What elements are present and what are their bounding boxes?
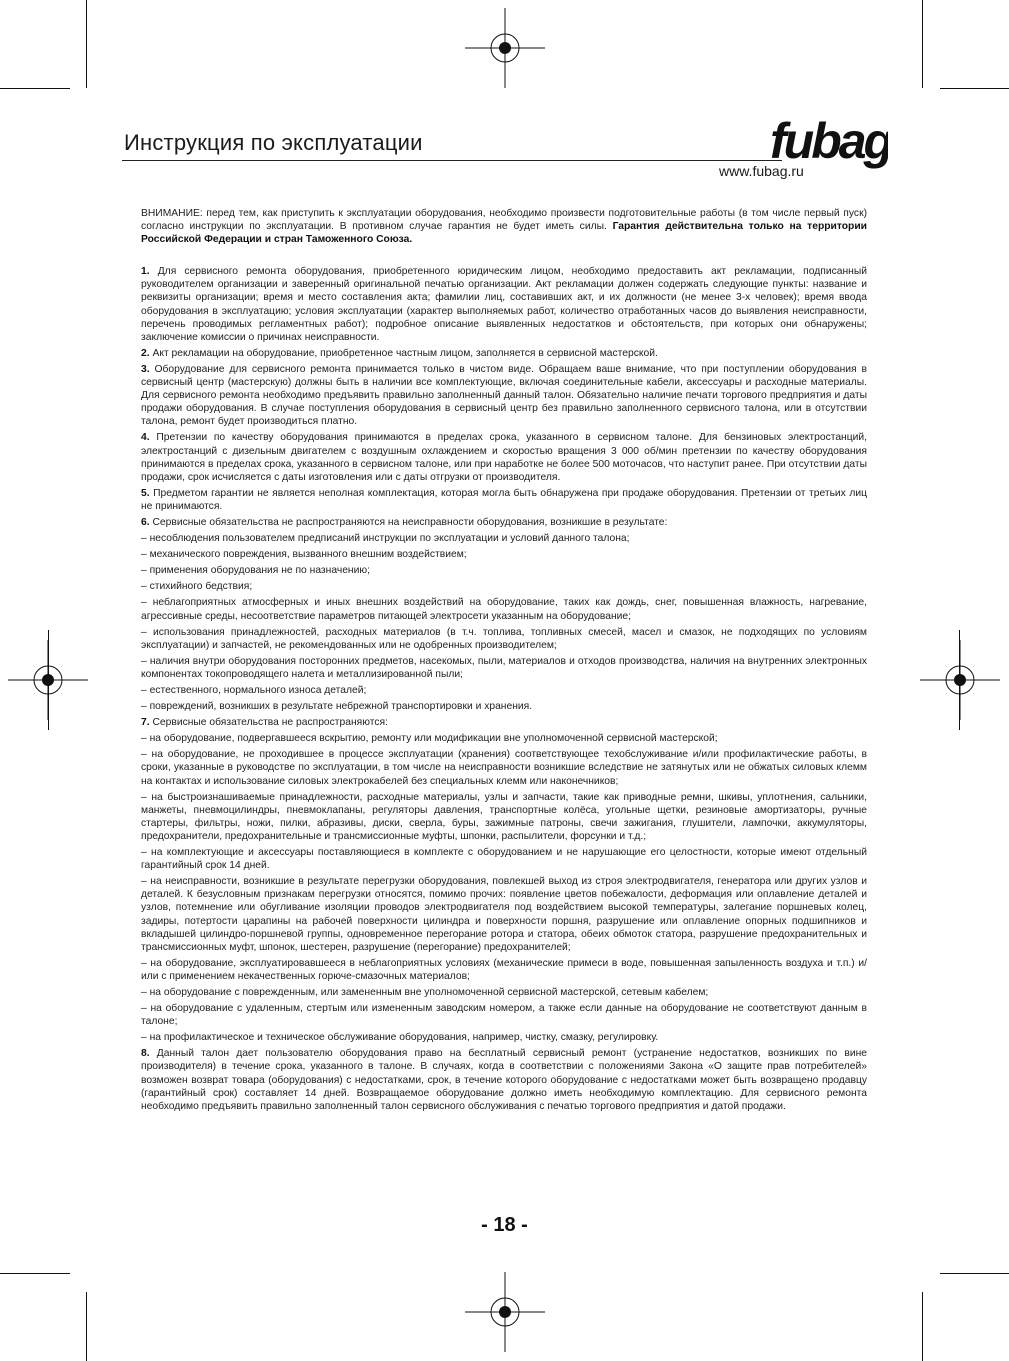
- list-item: [141, 532, 867, 545]
- paragraph-number: 6.: [141, 516, 150, 528]
- crop-mark-top-right-h: [940, 88, 1009, 89]
- registration-mark-bottom-icon: [465, 1272, 545, 1352]
- list-item: [141, 986, 867, 999]
- crop-mark-top-left-v: [86, 0, 87, 88]
- list-item: [141, 846, 867, 872]
- website-url: www.fubag.ru: [719, 163, 804, 179]
- paragraph-text: Сервисные обязательства не распространяются:: [149, 717, 388, 729]
- paragraph-number: 7.: [141, 717, 150, 729]
- list-item: [141, 655, 867, 681]
- warranty-conditions-list: [141, 265, 867, 1113]
- paragraph-text: Акт рекламации на оборудование, приобретенное частным лицом, заполняется в сервисной мастерской.: [149, 347, 658, 359]
- numbered-paragraph: [141, 347, 867, 360]
- numbered-paragraph: [141, 487, 867, 513]
- paragraph-text: – естественного, нормального износа деталей;: [141, 685, 367, 696]
- list-item: [141, 564, 867, 577]
- crop-mark-top-right-v: [922, 0, 923, 88]
- paragraph-number: 1.: [141, 266, 150, 278]
- paragraph-text: – на оборудование с поврежденным, или замененным вне уполномоченной сервисной мастерской, сетевым кабелем;: [141, 986, 709, 998]
- paragraph-number: 5.: [141, 487, 150, 499]
- paragraph-text: – наличия внутри оборудования посторонних предметов, насекомых, пыли, материалов и отходов производства, наличия на внутренних электронных компонентах токопроводящего налета и металлизированной пыли;: [141, 655, 867, 680]
- list-item: [141, 684, 867, 697]
- header-divider: [122, 160, 782, 161]
- registration-mark-left-icon: [8, 640, 88, 720]
- list-item: [141, 596, 867, 622]
- crop-mark-bottom-left-h: [0, 1273, 70, 1274]
- paragraph-text: – на оборудование с удаленным, стертым или измененным заводским номером, а также если данные на оборудование не соответствуют данным в талоне;: [141, 1003, 867, 1028]
- list-item: [141, 875, 867, 954]
- crop-mark-top-left-h: [0, 88, 70, 89]
- paragraph-text: – несоблюдения пользователем предписаний инструкции по эксплуатации и условий данного талона;: [141, 533, 630, 545]
- list-item: [141, 700, 867, 713]
- warning-text: ВНИМАНИЕ: перед тем, как приступить к эксплуатации оборудования, необходимо произвести подготовительные работы (в том числе первый пуск) согласно инструкции по эксплуатации. В противном случае гарантия не будет иметь силы.: [141, 208, 867, 233]
- crop-mark-bottom-right-h: [940, 1273, 1009, 1274]
- document-body: [141, 207, 867, 1116]
- paragraph-number: 2.: [141, 347, 150, 359]
- numbered-paragraph: [141, 716, 867, 729]
- paragraph-text: – на оборудование, подвергавшееся вскрытию, ремонту или модификации вне уполномоченной сервисной мастерской;: [141, 733, 718, 745]
- paragraph-text: – на оборудование, не проходившее в процессе эксплуатации (хранения) соответствующее техобслуживание и/или профилактические работы, в сроки, указанные в руководстве по эксплуатации, в том числе на неисправности возникшие вследствие не затянутых или не обжатых силовых клемм на контактах и использование силовых электрокабелей без специальных клемм или наконечников;: [141, 749, 867, 787]
- paragraph-text: – механического повреждения, вызванного внешним воздействием;: [141, 549, 467, 561]
- registration-mark-right-icon: [920, 640, 1000, 720]
- numbered-paragraph: [141, 431, 867, 483]
- paragraph-text: Претензии по качеству оборудования принимаются в пределах срока, указанного в сервисном талоне. Для бензиновых электростанций, электростанций с дизельным двигателем с воздушным охлаждением и скоростью вращения 3 000 об/мин претензии по качеству оборудования принимаются в пределах срока, указанного в сервисном талоне, или при наработке не более 500 моточасов, что наступит ранее. При отсутствии даты продажи, срок исчисляется с даты изготовления или с даты отгрузки от производителя.: [141, 432, 867, 483]
- page-number: - 18 -: [481, 1214, 528, 1236]
- logo-text: fubag: [770, 113, 888, 169]
- registration-mark-top-icon: [465, 8, 545, 88]
- paragraph-text: Данный талон дает пользователю оборудования право на бесплатный сервисный ремонт (устранение недостатков, возникших по вине производителя) в течение срока, указанного в талоне. В случаях, когда в соответствии с положениями Закона «О защите прав потребителей» возможен возврат товара (оборудования) с недостатками, срок, в течение которого оборудование с недостатками может быть возвращено продавцу (гарантийный срок) составляет 14 дней. Возвращаемое оборудование должно иметь необходимую комплектацию. Для сервисного ремонта необходимо предъявить правильно заполненный талон сервисного обслуживания с печатью торгового предприятия и датой продажи.: [141, 1048, 867, 1112]
- numbered-paragraph: [141, 1047, 867, 1112]
- paragraph-number: 4.: [141, 432, 150, 444]
- paragraph-text: Сервисные обязательства не распространяются на неисправности оборудования, возникшие в результате:: [149, 516, 668, 528]
- numbered-paragraph: [141, 265, 867, 344]
- paragraph-text: Для сервисного ремонта оборудования, приобретенного юридическим лицом, необходимо предоставить акт рекламации, подписанный руководителем организации и заверенный оригинальной печатью организации. Акт рекламации должен содержать следующие пункты: название и реквизиты организации; время и место составления акта; фамилии лиц, составивших акт, и их должности (не менее 3-х человек); время ввода оборудования в эксплуатацию; условия эксплуатации (характер выполняемых работ, количество отработанных часов до выявления неисправности, перечень проводимых регламентных работ); подробное описание выявленных недостатков и обстоятельств, при которых они обнаружены; заключение комиссии о причинах неисправности.: [141, 266, 867, 343]
- paragraph-text: – на профилактическое и техническое обслуживание оборудования, например, чистку, смазку, регулировку.: [141, 1032, 659, 1044]
- paragraph-text: – использования принадлежностей, расходных материалов (в т.ч. топлива, топливных смесей, масел и смазок, не подходящих по условиям эксплуатации) и запчастей, не рекомендованных или не одобренных производителем;: [141, 626, 867, 651]
- list-item: [141, 748, 867, 787]
- list-item: [141, 1031, 867, 1044]
- list-item: [141, 957, 867, 983]
- paragraph-number: 8.: [141, 1048, 150, 1060]
- paragraph-text: – неблагоприятных атмосферных и иных внешних воздействий на оборудование, таких как дождь, снег, повышенная влажность, нагревание, агрессивные среды, несоответствие параметров питающей электросети указанным на оборудование;: [141, 597, 867, 622]
- warning-paragraph: [141, 207, 867, 246]
- paragraph-text: – повреждений, возникших в результате небрежной транспортировки и хранения.: [141, 701, 533, 713]
- warning-bold-text: Гарантия действительна только на территории Российской Федерации и стран Таможенного Союза.: [141, 221, 867, 246]
- page-title: Инструкция по эксплуатации: [124, 130, 423, 155]
- paragraph-text: – на оборудование, эксплуатировавшееся в неблагоприятных условиях (механические примеси в воде, повышенная запыленность воздуха и т.п.) и/или с применением некачественных горюче-смазочных материалов;: [141, 957, 867, 982]
- list-item: [141, 626, 867, 652]
- paragraph-text: – на быстроизнашиваемые принадлежности, расходные материалы, узлы и запчасти, такие как приводные ремни, шкивы, уплотнения, сальники, манжеты, пневмоцилиндры, пневмоклапаны, регуляторы давления, транспортные колёса, угольные щетки, резиновые амортизаторы, ручные стартеры, фильтры, ножи, пилки, абразивы, диски, сверла, буры, зажимные патроны, свечи зажигания, глушители, лампочки, аккумуляторы, предохранители, предохранительные и трансмиссионные муфты, шпонки, распылители, форсунки и т.д.;: [141, 791, 867, 842]
- paragraph-text: – применения оборудования не по назначению;: [141, 565, 370, 577]
- list-item: [141, 580, 867, 593]
- paragraph-text: Оборудование для сервисного ремонта принимается только в чистом виде. Обращаем ваше внимание, что при поступлении оборудования в сервисный центр (мастерскую) должны быть в наличии все комплектующие, включая соединительные кабели, аксессуары и расходные материалы. Для сервисного ремонта необходимо предъявить правильно заполненный данный талон. Обязательно наличие печати торгового предприятия и даты продажи оборудования. В случае поступления оборудования в сервисный центр без правильно заполненного сервисного талона, или в отсутствии талона, ремонт будет производиться платно.: [141, 363, 867, 428]
- numbered-paragraph: [141, 516, 867, 529]
- list-item: [141, 732, 867, 745]
- list-item: [141, 548, 867, 561]
- paragraph-text: – на комплектующие и аксессуары поставляющиеся в комплекте с оборудованием и не нарушающие его целостности, которые имеют отдельный гарантийный срок 14 дней.: [141, 847, 867, 872]
- numbered-paragraph: [141, 363, 867, 428]
- list-item: [141, 791, 867, 843]
- list-item: [141, 1002, 867, 1028]
- crop-mark-bottom-left-v: [86, 1292, 87, 1361]
- paragraph-number: 3.: [141, 363, 150, 375]
- paragraph-text: – на неисправности, возникшие в результате перегрузки оборудования, повлекшей выход из строя электродвигателя, генератора или других узлов и деталей. К безусловным признакам перегрузки относятся, помимо прочих: появление цветов побежалости, деформация или оплавление деталей и узлов, потемнение или обугливание изоляции проводов электродвигателя под воздействием высокой температуры, залегание поршневых колец, задиры, потертости царапины на рабочей поверхности цилиндра и поверхности поршня, разрушение или оплавление опорных подшипников и вкладышей цилиндро-поршневой группы, одновременное перегорание ротора и статора, обеих обмоток статора, разрушение предохранительных и трансмиссионных муфт, шпонок, шестерен, разрушение (перегорание) предохранителей;: [141, 876, 867, 953]
- paragraph-text: Предметом гарантии не является неполная комплектация, которая могла быть обнаружена при продаже оборудования. Претензии от третьих лиц не принимаются.: [141, 487, 867, 512]
- paragraph-text: – стихийного бедствия;: [141, 581, 253, 593]
- crop-mark-bottom-right-v: [922, 1292, 923, 1361]
